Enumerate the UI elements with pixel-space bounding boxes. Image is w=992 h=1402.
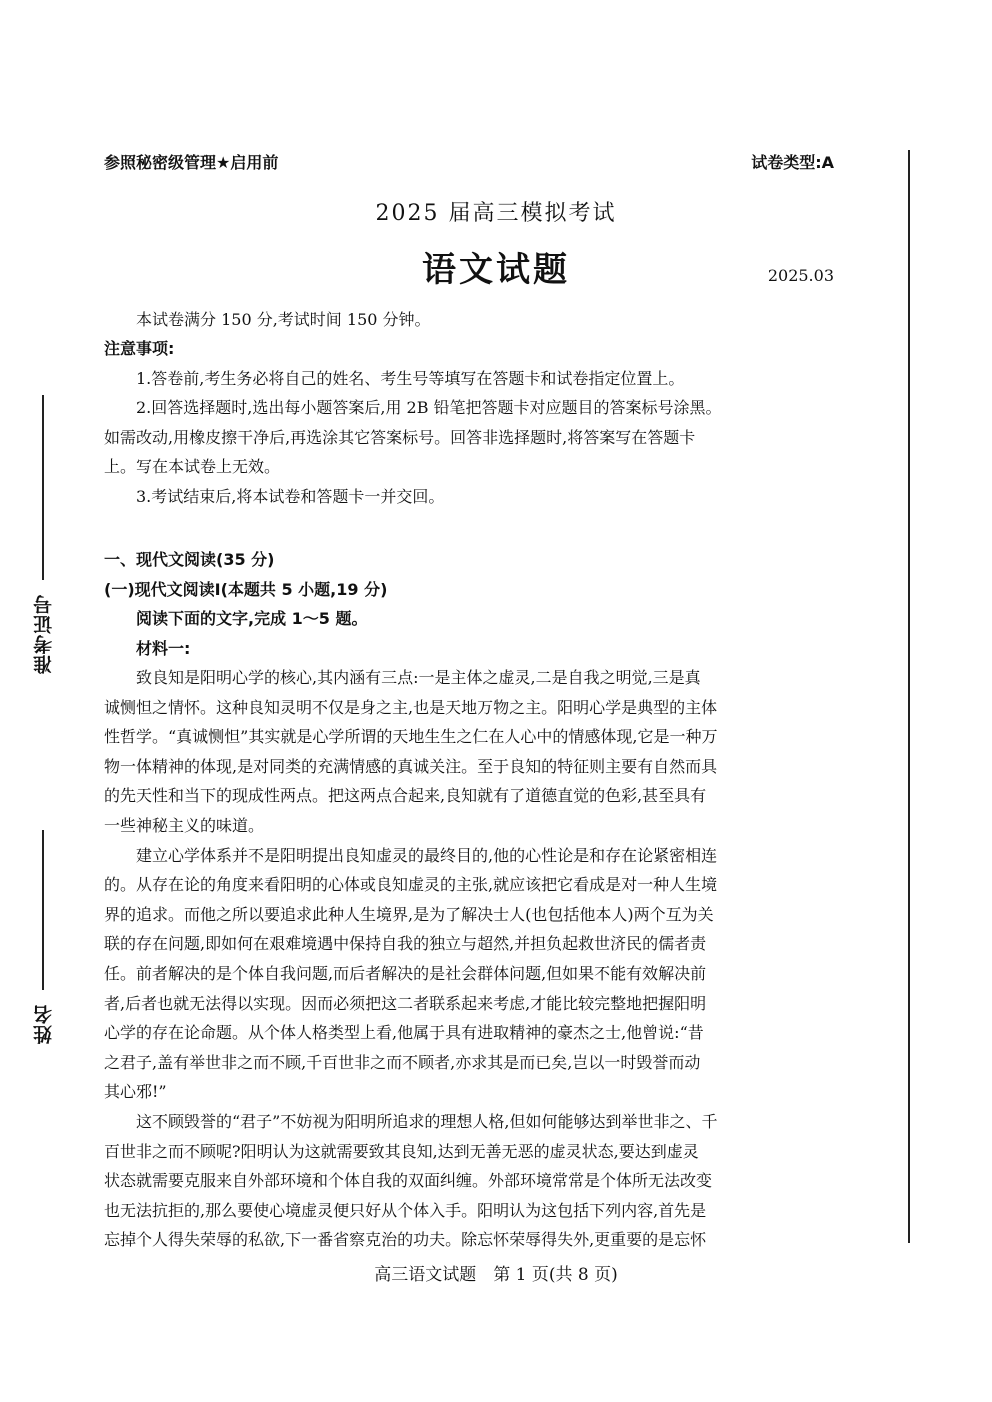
paper-type: 试卷类型:A — [751, 153, 834, 172]
passage-line: 也无法抗拒的,那么要使心境虚灵便只好从个体入手。阳明认为这包括下列内容,首先是 — [104, 1200, 707, 1220]
sub-section-heading: (一)现代文阅读Ⅰ(本题共 5 小题,19 分) — [104, 579, 388, 599]
passage-line: 之君子,盖有举世非之而不顾,千百世非之而不顾者,亦求其是而已矣,岂以一时毁誉而动 — [104, 1052, 701, 1072]
passage-line: 诚恻怛之情怀。这种良知灵明不仅是身之主,也是天地万物之主。阳明心学是典型的主体 — [104, 697, 718, 717]
notice-item-3: 3.考试结束后,将本试卷和答题卡一并交回。 — [136, 486, 445, 506]
passage-line: 一些神秘主义的味道。 — [104, 815, 265, 835]
right-margin-rule — [908, 150, 910, 1243]
passage-line: 的。从存在论的角度来看阳明的心体或良知虚灵的主张,就应该把它看成是对一种人生境 — [104, 875, 718, 895]
passage-line: 的先天性和当下的现成性两点。把这两点合起来,良知就有了道德直觉的色彩,甚至具有 — [104, 786, 707, 806]
passage-line: 任。前者解决的是个体自我问题,而后者解决的是社会群体问题,但如果不能有效解决前 — [104, 963, 707, 983]
reading-instruction: 阅读下面的文字,完成 1～5 题。 — [136, 609, 368, 629]
passage — [104, 663, 834, 1255]
passage-line: 这不顾毁誉的“君子”不妨视为阳明所追求的理想人格,但如何能够达到举世非之、千 — [136, 1111, 718, 1131]
passage-line: 性哲学。“真诚恻怛”其实就是心学所谓的天地生生之仁在人心中的情感体现,它是一种万 — [104, 727, 718, 747]
section-block — [104, 545, 834, 663]
notice-block — [104, 334, 834, 512]
passage-line: 联的存在问题,即如何在艰难境遇中保持自我的独立与超然,并担负起救世济民的儒者责 — [104, 934, 707, 954]
name-underline — [42, 830, 44, 990]
notice-item-2-end: 上。写在本试卷上无效。 — [104, 457, 281, 477]
exam-intro: 本试卷满分 150 分,考试时间 150 分钟。 — [136, 310, 431, 329]
subject-title: 语文试题 — [422, 250, 570, 290]
passage-line: 忘掉个人得失荣辱的私欲,下一番省察克治的功夫。除忘怀荣辱得失外,更重要的是忘怀 — [104, 1230, 707, 1250]
passage-line: 其心邪!” — [104, 1082, 167, 1102]
notice-item-2-cont: 如需改动,用橡皮擦干净后,再选涂其它答案标号。回答非选择题时,将答案写在答题卡 — [104, 427, 696, 447]
exam-id-underline — [42, 395, 44, 580]
confidentiality-notice: 参照秘密级管理★启用前 — [104, 153, 279, 172]
notice-item-1: 1.答卷前,考生务必将自己的姓名、考生号等填写在答题卡和试卷指定位置上。 — [136, 368, 685, 388]
exam-title: 2025 届高三模拟考试 — [375, 201, 617, 226]
name-label: 姓名 — [33, 1004, 55, 1044]
passage-line: 者,后者也就无法得以实现。因而必须把这二者联系起来考虑,才能比较完整地把握阳明 — [104, 993, 707, 1013]
exam-id-label: 准考证号 — [33, 594, 55, 674]
passage-line: 状态就需要克服来自外部环境和个体自我的双面纠缠。外部环境常常是个体所无法改变 — [104, 1171, 713, 1191]
passage-line: 百世非之而不顾呢?阳明认为这就需要致其良知,达到无善无恶的虚灵状态,要达到虚灵 — [104, 1141, 699, 1161]
section-heading: 一、现代文阅读(35 分) — [104, 550, 275, 569]
passage-line: 界的追求。而他之所以要追求此种人生境界,是为了解决士人(也包括他本人)两个互为关 — [104, 904, 714, 924]
passage-line: 物一体精神的体现,是对同类的充满情感的真诚关注。至于良知的特征则主要有自然而具 — [104, 756, 718, 776]
notice-heading: 注意事项: — [104, 339, 175, 358]
material-label: 材料一: — [136, 638, 191, 658]
notice-item-2: 2.回答选择题时,选出每小题答案后,用 2B 铅笔把答题卡对应题目的答案标号涂黑。 — [136, 398, 722, 418]
passage-line: 心学的存在论命题。从个体人格类型上看,他属于具有进取精神的豪杰之士,他曾说:“昔 — [104, 1023, 704, 1043]
exam-date: 2025.03 — [767, 266, 834, 285]
page-footer: 高三语文试题 第 1 页(共 8 页) — [374, 1265, 618, 1285]
passage-line: 致良知是阳明心学的核心,其内涵有三点:一是主体之虚灵,二是自我之明觉,三是真 — [136, 668, 701, 687]
passage-line: 建立心学体系并不是阳明提出良知虚灵的最终目的,他的心性论是和存在论紧密相连 — [136, 845, 718, 865]
